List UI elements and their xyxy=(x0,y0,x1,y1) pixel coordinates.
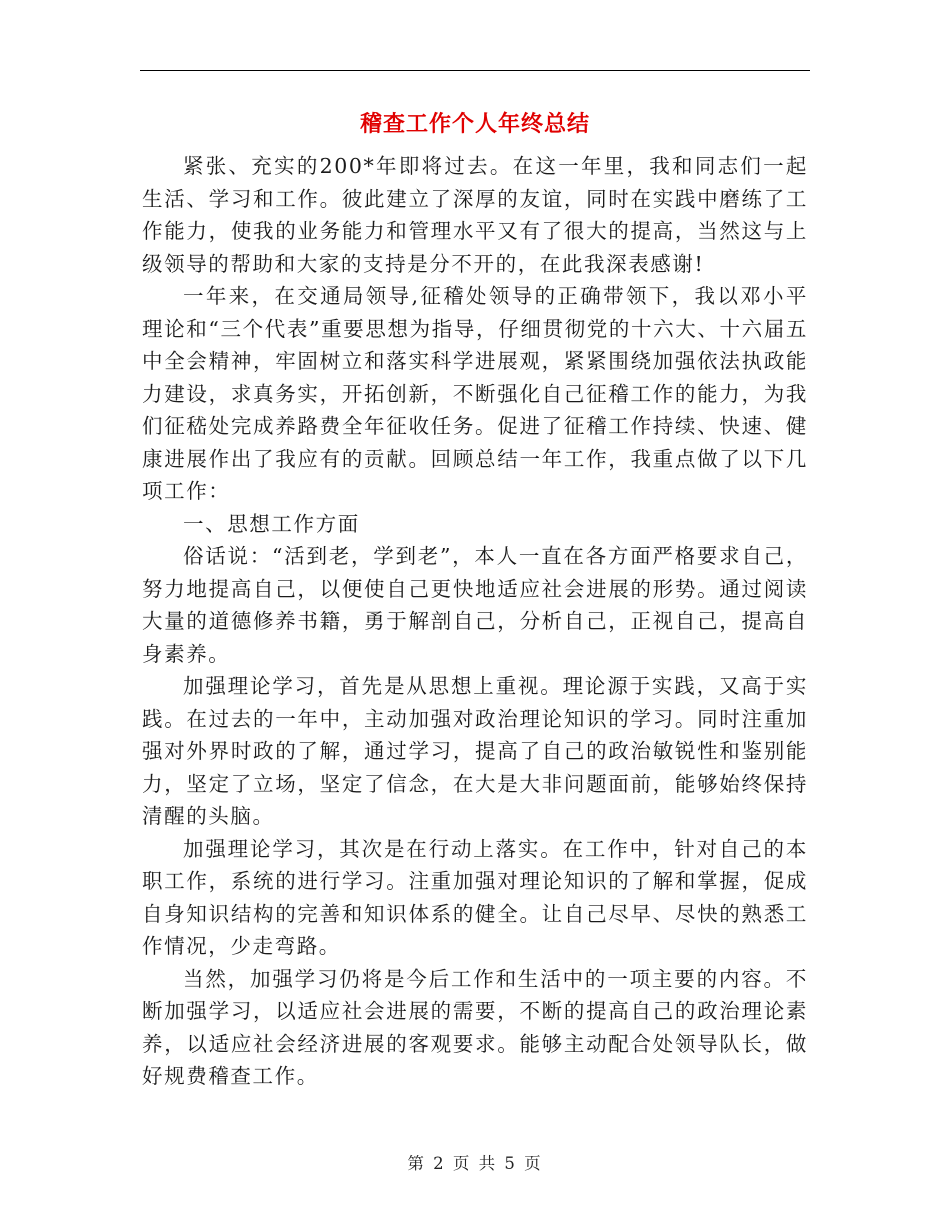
paragraph-theory-thought: 加强理论学习，首先是从思想上重视。理论源于实践，又高于实践。在过去的一年中，主动加强对政治理论知识的学习。同时注重加强对外界时政的了解，通过学习，提高了自己的政治敏锐性和鉴别能力，坚定了立场，坚定了信念，在大是大非问题面前，能够始终保持清醒的头脑。 xyxy=(142,674,808,828)
paragraph-self-improvement: 俗话说：“活到老，学到老”，本人一直在各方面严格要求自己，努力地提高自己，以便使自己更快地适应社会进展的形势。通过阅读大量的道德修养书籍，勇于解剖自己，分析自己，正视自己，提高自身素养。 xyxy=(142,544,808,666)
header-rule xyxy=(140,70,810,71)
paragraph-overview: 一年来，在交通局领导,征稽处领导的正确带领下，我以邓小平理论和“三个代表”重要思想为指导，仔细贯彻党的十六大、十六届五中全会精神，牢固树立和落实科学进展观，紧紧围绕加强依法执政能力建设，求真务实，开拓创新，不断强化自己征稽工作的能力，为我们征嵇处完成养路费全年征收任务。促进了征稽工作持续、快速、健康进展作出了我应有的贡献。回顾总结一年工作，我重点做了以下几项工作： xyxy=(142,284,808,503)
page-number: 第 2 页 共 5 页 xyxy=(407,1154,543,1173)
section-heading-ideology: 一、思想工作方面 xyxy=(183,511,360,536)
document-body xyxy=(142,150,808,1093)
paragraph-continued-learning: 当然，加强学习仍将是今后工作和生活中的一项主要的内容。不断加强学习，以适应社会进展的需要，不断的提高自己的政治理论素养，以适应社会经济进展的客观要求。能够主动配合处领导队长，做好规费稽查工作。 xyxy=(142,966,808,1088)
paragraph-theory-action: 加强理论学习，其次是在行动上落实。在工作中，针对自己的本职工作，系统的进行学习。注重加强对理论知识的了解和掌握，促成自身知识结构的完善和知识体系的健全。让自己尽早、尽快的熟悉工作情况，少走弯路。 xyxy=(142,836,808,958)
document-title: 稽查工作个人年终总结 xyxy=(359,112,590,137)
paragraph-intro: 紧张、充实的200*年即将过去。在这一年里，我和同志们一起生活、学习和工作。彼此建立了深厚的友谊，同时在实践中磨练了工作能力，使我的业务能力和管理水平又有了很大的提高，当然这与上级领导的帮助和大家的支持是分不开的，在此我深表感谢! xyxy=(142,154,808,276)
